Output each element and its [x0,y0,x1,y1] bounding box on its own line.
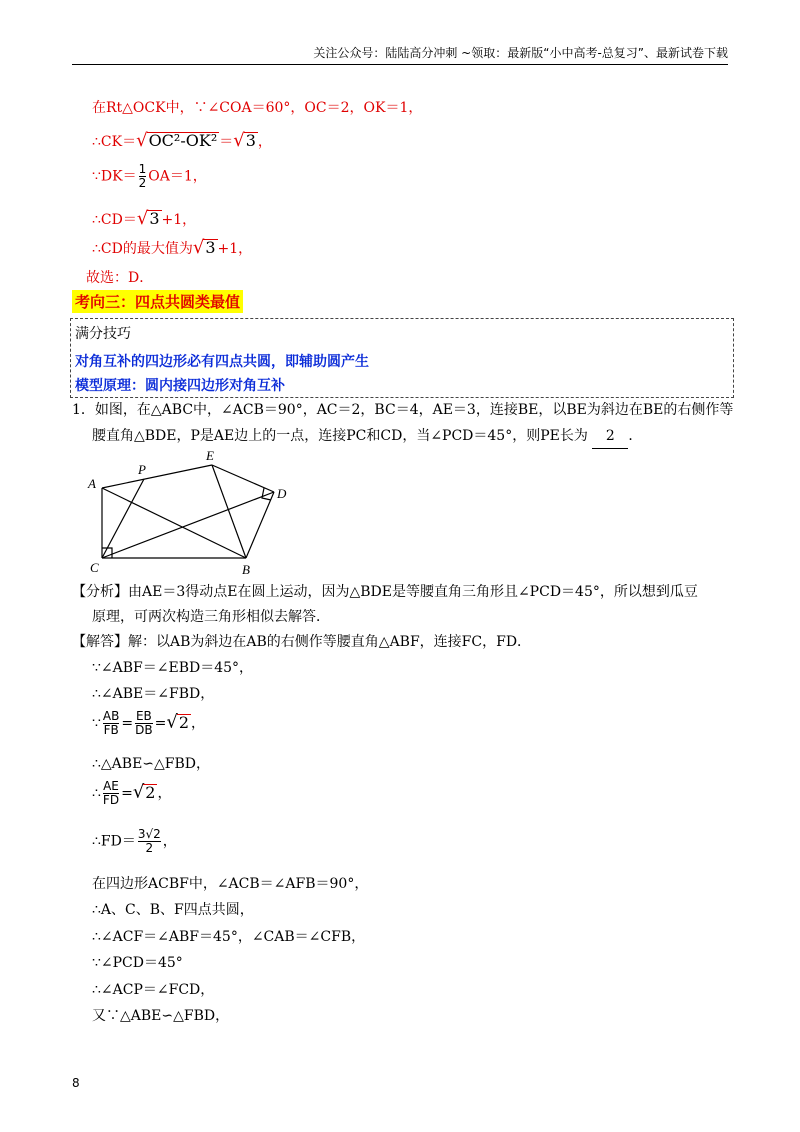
answer-line-7: ∴FD＝ $\frac{3√2}{2}$ ， [92,827,177,855]
page-number: 8 [72,1076,80,1090]
label-B: B [242,562,250,577]
analysis-line-1 [72,580,698,604]
label-C: C [90,560,99,575]
line5-prefix: ∴CD的最大值为 [92,241,193,257]
answer-line-6: ∴ $\frac{AE}{FD}$ =√2 ， [92,779,172,807]
question-line-2 [92,424,642,449]
label-A: A [88,476,96,491]
frac-den: 2 [138,176,147,190]
segment-ED [212,465,274,492]
label-D: D [277,486,287,501]
frac-fd: FD [102,793,120,807]
answer-line-11: ∵∠PCD＝45° [92,955,183,971]
line3-prefix: ∵DK＝ [92,168,137,185]
line2-prefix: ∴CK＝ [92,134,137,150]
section-title: 考向三：四点共圆类最值 [72,290,243,313]
frac-3rt2: 3√2 [137,827,161,841]
line3-post: OA＝1， [148,168,207,185]
fraction-ab-fb [103,710,119,737]
line4-prefix: ∴CD＝ [92,212,137,228]
line5-post: +1， [217,241,253,257]
line2-equals: ＝ [219,134,234,150]
header-text: 关注公众号：陆陆高分冲刺 ~领取：最新版“小中高考-总复习”、最新试卷下载 [313,46,728,60]
segment-DB [246,492,274,558]
question-line2-end: ． [628,428,643,444]
frac-ae: AE [103,779,119,793]
analysis-text-1: 由AE＝3得动点E在圆上运动，因为△BDE是等腰直角三角形且∠PCD＝45°，所以想到瓜豆 [128,584,698,600]
answer-line-1 [72,630,531,654]
label-P: P [138,462,146,477]
solution-line-1: 在Rt△OCK中，∵∠COA＝60°，OC＝2，OK＝1， [92,100,423,116]
answer-text-1: 解：以AB为斜边在AB的右侧作等腰直角△ABF，连接FC，FD． [128,634,532,650]
fraction-half [139,163,147,190]
skill-line-1: 对角互补的四边形必有四点共圆，即辅助圆产生 [75,354,369,370]
analysis-line-2: 原理，可两次构造三角形相似去解答． [92,609,330,625]
question-line-1: 1．如图，在△ABC中，∠ACB＝90°，AC＝2，BC＝4，AE＝3，连接BE，以BE为斜边在BE的右侧作等 [72,402,734,418]
geometry-figure [84,448,304,580]
answer-line-13: 又∵△ABE∽△FBD， [92,1008,230,1024]
frac-fb: FB [103,723,119,737]
fraction-ae-fd [103,780,119,807]
radical-2b: 2 [145,782,156,802]
analysis-tag: 【分析】 [72,584,128,600]
page-header [72,44,728,65]
frac-db: DB [135,723,153,737]
solution-line-6: 故选：D． [86,270,154,286]
solution-line-5: ∴CD的最大值为√3 +1， [92,237,253,258]
skill-box [70,318,734,398]
answer-line-8: 在四边形ACBF中，∠ACB＝∠AFB＝90°， [92,876,369,892]
frac-num: 1 [138,162,147,176]
radical-3b: 3 [149,209,160,228]
fraction-fd-value [138,828,161,855]
segment-AE [102,465,212,488]
answer-line-5: ∴△ABE∽△FBD， [92,756,211,772]
skill-title: 满分技巧 [75,326,131,342]
solution-line-2: ∴CK＝√OC²-OK² ＝√3 ， [92,130,272,151]
frac-eb: EB [135,709,152,723]
frac-ab: AB [102,709,120,723]
solution-line-4: ∴CD＝√3 +1， [92,208,197,229]
answer-line-10: ∴∠ACF＝∠ABF＝45°，∠CAB＝∠CFB， [92,929,366,945]
radical-ck: OC²-OK² [148,131,218,150]
answer-line-4: ∵ $\frac{AB}{FB}$ = $\frac{EB}{DB}$ =√2 ， [92,709,205,737]
answer-line-9: ∴A、C、B、F四点共圆， [92,902,254,918]
answer-line-2: ∵∠ABF＝∠EBD＝45°， [92,660,254,676]
label-E: E [206,448,214,463]
solution-line-3 [92,163,207,190]
radical-2a: 2 [178,712,189,732]
line4-post: +1， [161,212,197,228]
segment-CD [102,492,274,558]
answer-blank: 2 [592,424,628,449]
radical-3: 3 [245,131,256,150]
question-line2-text: 腰直角△BDE，P是AE边上的一点，连接PC和CD，当∠PCD＝45°，则PE长为 [92,428,588,444]
fraction-eb-db [135,710,152,737]
line2-post: ， [257,134,272,150]
answer-line-3: ∴∠ABE＝∠FBD， [92,686,215,702]
skill-line-2: 模型原理：圆内接四边形对角互补 [75,378,285,394]
frac-2: 2 [145,841,154,855]
answer-tag: 【解答】 [72,634,128,650]
radical-3c: 3 [205,238,216,257]
answer-line-12: ∴∠ACP＝∠FCD， [92,982,215,998]
